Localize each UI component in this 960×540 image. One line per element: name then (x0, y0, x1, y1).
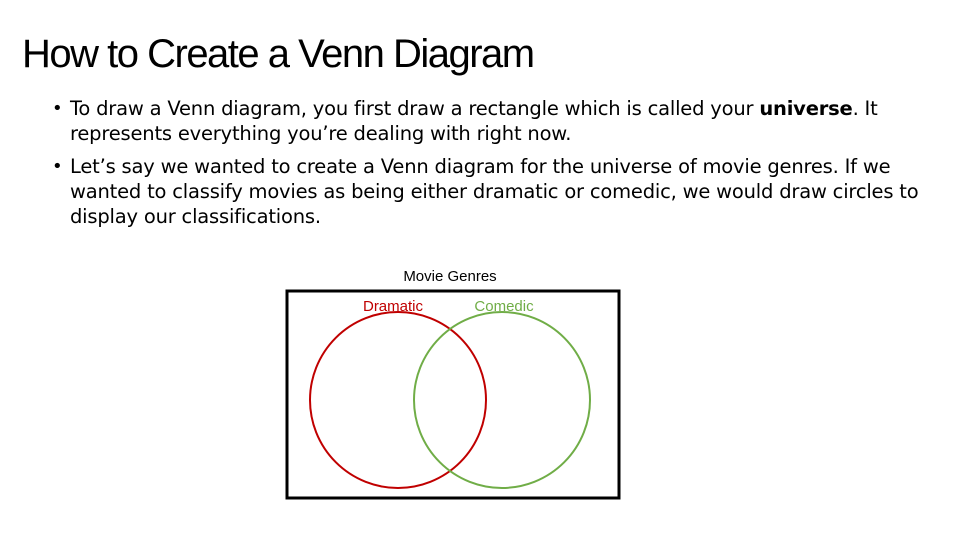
bullet-text-before: To draw a Venn diagram, you first draw a rectangle which is called your (70, 97, 760, 120)
bullet-dot-icon: • (52, 156, 63, 177)
bullet-dot-icon: • (52, 98, 63, 119)
bullet-bold-term: universe (759, 97, 853, 120)
slide-title: How to Create a Venn Diagram (22, 32, 534, 76)
set-circle-comedic (414, 312, 590, 488)
set-circle-dramatic (310, 312, 486, 488)
universe-rectangle (287, 291, 619, 498)
set-label-comedic: Comedic (474, 298, 534, 315)
set-label-dramatic: Dramatic (362, 298, 424, 315)
bullet-text: Let’s say we wanted to create a Venn diagram for the universe of movie genres. If we wanted to classify movies as being either dramatic or comedic, we would draw circles to display our classifications. (70, 155, 919, 228)
bullet-text-after: . It represents everything you’re dealing with right now. (70, 97, 878, 145)
universe-label: Movie Genres (403, 268, 497, 285)
